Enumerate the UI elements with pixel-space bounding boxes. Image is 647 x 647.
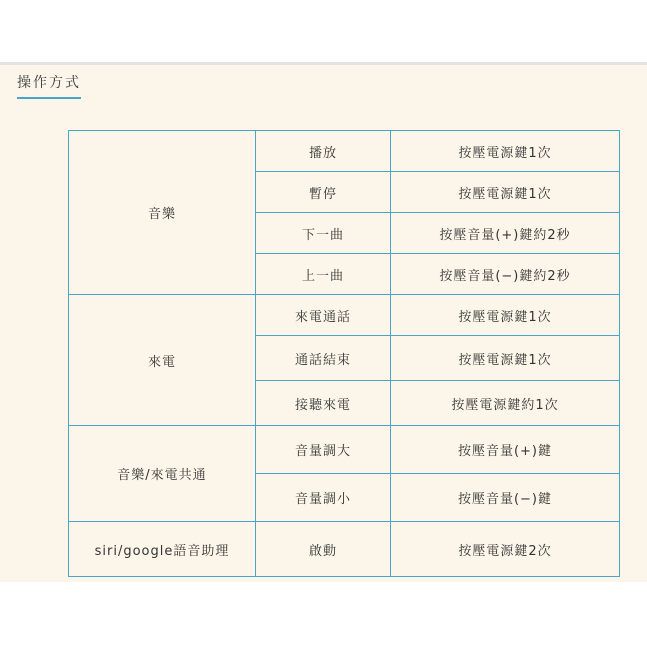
category-cell-common: 音樂/來電共通 [69, 426, 256, 522]
table-row [69, 295, 620, 336]
action-cell: 播放 [256, 131, 391, 172]
method-cell: 按壓音量(−)鍵 [391, 474, 620, 522]
method-cell: 按壓電源鍵1次 [391, 131, 620, 172]
method-cell: 按壓電源鍵1次 [391, 295, 620, 336]
action-cell: 上一曲 [256, 254, 391, 295]
operation-panel [0, 62, 647, 582]
action-cell: 來電通話 [256, 295, 391, 336]
table-row [69, 522, 620, 577]
method-cell: 按壓電源鍵約1次 [391, 381, 620, 426]
method-cell: 按壓音量(−)鍵約2秒 [391, 254, 620, 295]
action-cell: 通話結束 [256, 336, 391, 381]
action-cell: 音量調大 [256, 426, 391, 474]
table-row [69, 426, 620, 474]
action-cell: 暫停 [256, 172, 391, 213]
action-cell: 音量調小 [256, 474, 391, 522]
method-cell: 按壓電源鍵2次 [391, 522, 620, 577]
method-cell: 按壓電源鍵1次 [391, 172, 620, 213]
section-title: 操作方式 [17, 72, 81, 99]
method-cell: 按壓音量(+)鍵約2秒 [391, 213, 620, 254]
category-cell-assistant: siri/google語音助理 [69, 522, 256, 577]
action-cell: 下一曲 [256, 213, 391, 254]
method-cell: 按壓電源鍵1次 [391, 336, 620, 381]
method-cell: 按壓音量(+)鍵 [391, 426, 620, 474]
table-row [69, 131, 620, 172]
operation-table [68, 130, 620, 577]
category-cell-call: 來電 [69, 295, 256, 426]
action-cell: 接聽來電 [256, 381, 391, 426]
category-cell-music: 音樂 [69, 131, 256, 295]
action-cell: 啟動 [256, 522, 391, 577]
